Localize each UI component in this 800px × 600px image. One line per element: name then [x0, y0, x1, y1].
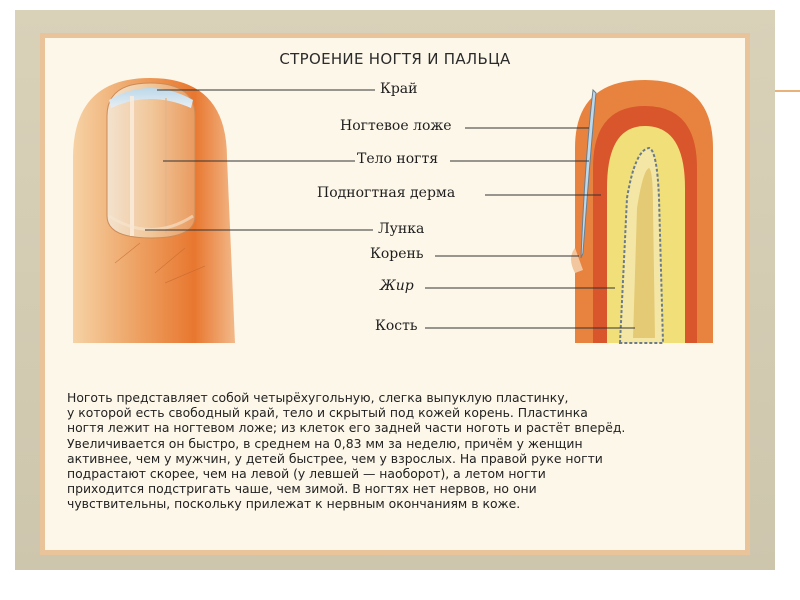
diagram-title: СТРОЕНИЕ НОГТЯ И ПАЛЬЦА	[279, 50, 511, 68]
description-line: Ноготь представляет собой четырёхугольную, слегка выпуклую пластинку,	[67, 390, 569, 405]
label-nail-body: Тело ногтя	[357, 151, 439, 167]
label-root: Корень	[370, 246, 424, 262]
label-subungual-dermis: Подногтная дерма	[317, 185, 456, 201]
fingertip-front-view	[73, 78, 235, 343]
description-paragraph	[67, 390, 737, 512]
label-edge: Край	[380, 81, 418, 97]
label-fat: Жир	[380, 278, 414, 294]
description-line: активнее, чем у мужчин, у детей быстрее, чем у взрослых. На правой руке ногти	[67, 450, 603, 466]
label-bone: Кость	[375, 318, 418, 334]
diagram-card	[40, 33, 750, 555]
finger-cross-section	[571, 80, 713, 343]
description-line: чувствительны, поскольку прилежат к нервным окончаниям в коже.	[67, 496, 521, 512]
label-nail-bed: Ногтевое ложе	[340, 118, 452, 134]
description-line: у которой есть свободный край, тело и скрытый под кожей корень. Пластинка	[67, 405, 588, 421]
label-lunula: Лунка	[378, 221, 425, 237]
description-line: подрастают скорее, чем на левой (у левшей — наоборот), а летом ногти	[67, 466, 546, 482]
decorative-accent-line	[775, 90, 800, 92]
description-line: Увеличивается он быстро, в среднем на 0,83 мм за неделю, причём у женщин	[67, 435, 583, 451]
description-line: приходится подстригать чаше, чем зимой. В ногтях нет нервов, но они	[67, 481, 537, 497]
description-line: ногтя лежит на ногтевом ложе; из клеток его задней части ноготь и растёт вперёд.	[67, 420, 626, 436]
